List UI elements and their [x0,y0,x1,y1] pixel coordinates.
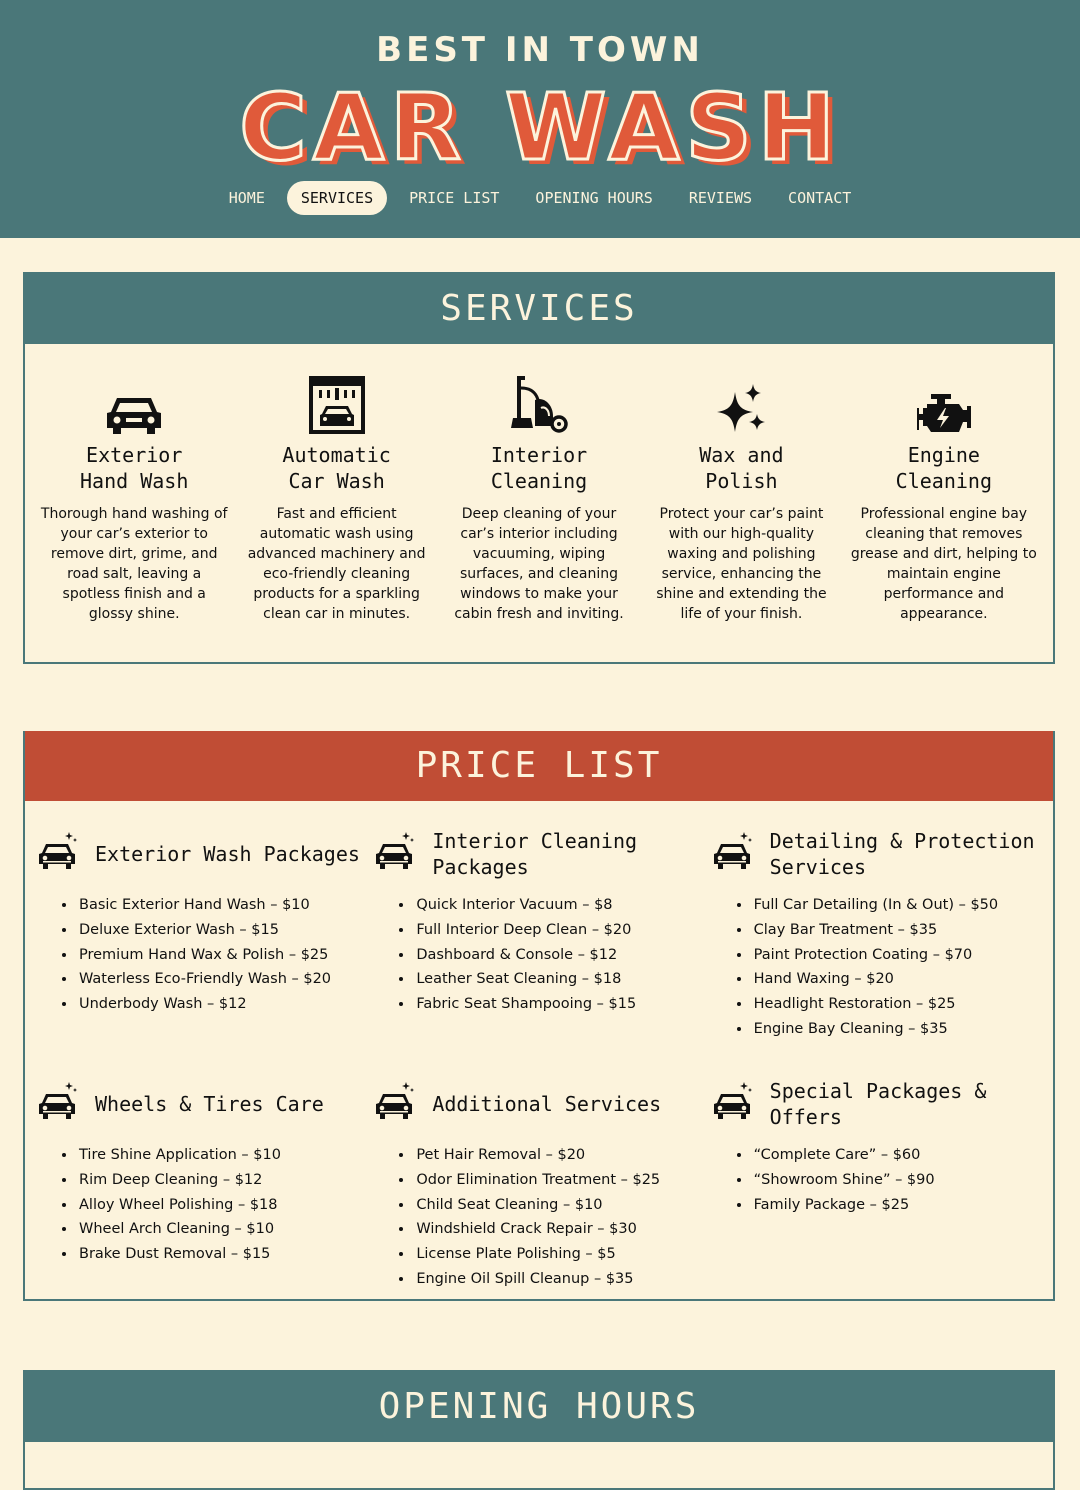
list-item: • Fabric Seat Shampooing – $15 [414,992,703,1017]
list-item: • Rim Deep Cleaning – $12 [77,1168,366,1193]
package-items [37,1143,366,1267]
nav-opening-hours[interactable]: OPENING HOURS [535,189,653,207]
service-desc: Thorough hand washing of your car’s exterior to remove dirt, grime, and road salt, leaving a spotless finish and a glossy shine. [40,506,228,622]
tagline: BEST IN TOWN [376,30,704,70]
service-desc: Protect your car’s paint with our high-quality waxing and polishing service, enhancing the shine and extending the life of your finish. [656,506,827,622]
nav-reviews[interactable]: REVIEWS [688,189,753,207]
list-item: • Engine Bay Cleaning – $35 [752,1017,1041,1042]
package-title: Interior Cleaning Packages [432,829,638,879]
service-title: Interior Cleaning [490,443,588,493]
service-title: Exterior Hand Wash [80,443,189,493]
sparkling-car-icon [374,832,416,876]
engine-icon [849,372,1039,434]
package-title: Special Packages & Offers [769,1079,987,1129]
service-desc: Deep cleaning of your car’s interior including vacuuming, wiping surfaces, and cleaning windows to make your cabin fresh and inviting. [454,506,624,622]
list-item: • “Showroom Shine” – $90 [752,1168,1041,1193]
list-item: • License Plate Polishing – $5 [414,1242,703,1267]
service-title: Wax and Polish [699,443,784,493]
nav-services[interactable]: SERVICES [287,181,387,215]
list-item: • Child Seat Cleaning – $10 [414,1193,703,1218]
list-item: • Paint Protection Coating – $70 [752,943,1041,968]
package-detailing-protection [712,827,1041,1077]
nav-home[interactable]: HOME [228,189,265,207]
package-items [374,1143,703,1292]
service-title: Engine Cleaning [895,443,992,493]
package-items [374,893,703,1017]
package-exterior-wash [37,827,366,1077]
package-additional-services [374,1077,703,1327]
service-desc: Professional engine bay cleaning that removes grease and dirt, helping to maintain engine performance and appearance. [850,506,1037,622]
list-item: • Wheel Arch Cleaning – $10 [77,1217,366,1242]
sparkles-icon [646,372,836,434]
brand-title: CAR WASH [239,74,841,181]
opening-hours-heading: OPENING HOURS [25,1372,1053,1442]
service-desc: Fast and efficient automatic wash using advanced machinery and eco-friendly cleaning products for a sparkling clean car in minutes. [247,506,426,622]
package-interior-cleaning [374,827,703,1077]
list-item: • Tire Shine Application – $10 [77,1143,366,1168]
package-title: Exterior Wash Packages [95,842,360,866]
list-item: • Full Car Detailing (In & Out) – $50 [752,893,1041,918]
sparkling-car-icon [712,1082,754,1126]
nav-price-list[interactable]: PRICE LIST [409,189,500,207]
list-item: • Engine Oil Spill Cleanup – $35 [414,1267,703,1292]
list-item: • Deluxe Exterior Wash – $15 [77,918,366,943]
list-item: • Full Interior Deep Clean – $20 [414,918,703,943]
list-item: • Waterless Eco-Friendly Wash – $20 [77,967,366,992]
list-item: • Odor Elimination Treatment – $25 [414,1168,703,1193]
service-automatic-car-wash [235,344,437,624]
package-title: Detailing & Protection Services [769,829,1035,879]
main-nav [0,181,1080,215]
package-items [712,893,1041,1042]
sparkling-car-icon [37,1082,79,1126]
service-engine-cleaning [843,344,1045,624]
list-item: • Dashboard & Console – $12 [414,943,703,968]
list-item: • Windshield Crack Repair – $30 [414,1217,703,1242]
service-title: Automatic Car Wash [282,443,391,493]
sparkling-car-icon [37,832,79,876]
services-heading: SERVICES [25,274,1053,344]
vacuum-cleaner-icon [444,372,634,434]
price-list-heading: PRICE LIST [25,731,1053,801]
package-items [37,893,366,1017]
opening-hours-section [23,1370,1055,1490]
sparkling-car-icon [374,1082,416,1126]
service-interior-cleaning [438,344,640,624]
list-item: • Pet Hair Removal – $20 [414,1143,703,1168]
list-item: • Brake Dust Removal – $15 [77,1242,366,1267]
sparkling-car-icon [712,832,754,876]
list-item: • “Complete Care” – $60 [752,1143,1041,1168]
price-list-section [23,731,1055,1301]
list-item: • Basic Exterior Hand Wash – $10 [77,893,366,918]
list-item: • Premium Hand Wax & Polish – $25 [77,943,366,968]
package-title: Additional Services [432,1092,662,1116]
list-item: • Clay Bar Treatment – $35 [752,918,1041,943]
package-wheels-tires [37,1077,366,1327]
list-item: • Underbody Wash – $12 [77,992,366,1017]
site-header [0,0,1080,238]
car-wash-station-icon [241,372,431,434]
list-item: • Quick Interior Vacuum – $8 [414,893,703,918]
list-item: • Hand Waxing – $20 [752,967,1041,992]
list-item: • Headlight Restoration – $25 [752,992,1041,1017]
list-item: • Family Package – $25 [752,1193,1041,1218]
car-front-icon [39,372,229,434]
package-items [712,1143,1041,1217]
nav-contact[interactable]: CONTACT [788,189,852,207]
package-title: Wheels & Tires Care [95,1092,324,1116]
service-wax-and-polish [640,344,842,624]
services-section [23,272,1055,664]
list-item: • Alloy Wheel Polishing – $18 [77,1193,366,1218]
service-exterior-hand-wash [33,344,235,624]
list-item: • Leather Seat Cleaning – $18 [414,967,703,992]
package-special-offers [712,1077,1041,1327]
